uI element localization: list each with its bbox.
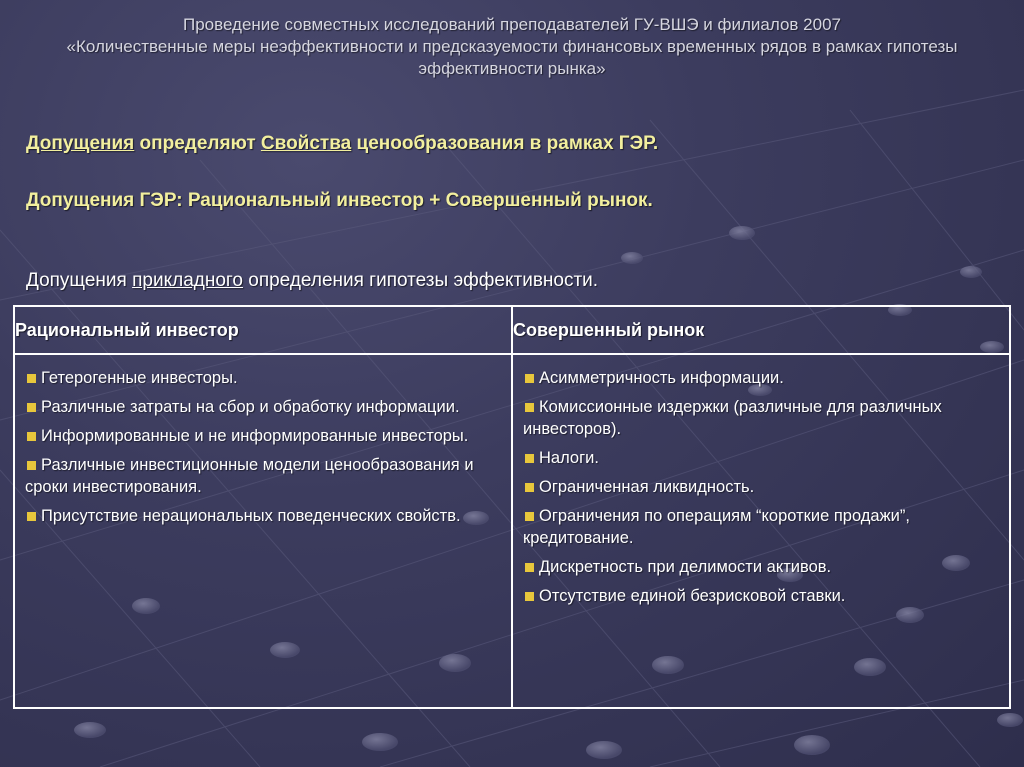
bullet-square-icon bbox=[525, 592, 534, 601]
bullet-square-icon bbox=[525, 454, 534, 463]
column-header-rational-investor: Рациональный инвестор bbox=[14, 306, 512, 354]
rational-investor-list bbox=[15, 355, 511, 527]
bullet-square-icon bbox=[525, 512, 534, 521]
header-line-1: Проведение совместных исследований преподавателей ГУ-ВШЭ и филиалов 2007 bbox=[182, 15, 841, 34]
perfect-market-cell bbox=[512, 354, 1010, 708]
bullet-square-icon bbox=[27, 432, 36, 441]
list-item bbox=[523, 556, 999, 578]
bullet-square-icon bbox=[525, 374, 534, 383]
bullet-square-icon bbox=[27, 374, 36, 383]
bullet-square-icon bbox=[27, 461, 36, 470]
properties-word: Свойства bbox=[260, 133, 352, 154]
list-item-text: Ограниченная ликвидность. bbox=[539, 478, 755, 496]
list-item bbox=[25, 454, 501, 498]
list-item bbox=[523, 505, 999, 549]
list-item bbox=[523, 396, 999, 440]
list-item-text: Асимметричность информации. bbox=[539, 369, 784, 387]
list-item bbox=[25, 396, 501, 418]
bullet-square-icon bbox=[525, 483, 534, 492]
list-item-text: Гетерогенные инвесторы. bbox=[41, 369, 238, 387]
assumption-word: Допущения bbox=[26, 133, 135, 154]
list-item-text: Дискретность при делимости активов. bbox=[539, 558, 832, 576]
list-item-text: Различные инвестиционные модели ценообразования и сроки инвестирования. bbox=[25, 456, 474, 496]
list-item bbox=[523, 367, 999, 389]
list-item-text: Ограничения по операциям “короткие продажи”, кредитование. bbox=[523, 507, 910, 547]
list-item bbox=[523, 447, 999, 469]
perfect-market-list bbox=[513, 355, 1009, 607]
bullet-square-icon bbox=[525, 563, 534, 572]
table-header-row bbox=[14, 306, 1010, 354]
list-item-text: Налоги. bbox=[539, 449, 599, 467]
table-body-row bbox=[14, 354, 1010, 708]
bullet-square-icon bbox=[525, 403, 534, 412]
assumption-line-3 bbox=[26, 270, 598, 292]
assumption-line-2: Допущения ГЭР: Рациональный инвестор + Совершенный рынок. bbox=[26, 190, 653, 211]
bullet-square-icon bbox=[27, 403, 36, 412]
header-line-2: «Количественные меры неэффективности и предсказуемости финансовых временных рядов в рамках гипотезы эффективности рынка» bbox=[66, 37, 958, 78]
applied-word: прикладного bbox=[132, 270, 243, 291]
slide-header bbox=[40, 14, 984, 80]
list-item-text: Комиссионные издержки (различные для различных инвесторов). bbox=[523, 398, 942, 438]
list-item bbox=[523, 585, 999, 607]
list-item bbox=[25, 505, 501, 527]
list-item-text: Присутствие нерациональных поведенческих свойств. bbox=[41, 507, 461, 525]
assumption-verb: определяют bbox=[134, 133, 261, 154]
column-header-perfect-market: Совершенный рынок bbox=[512, 306, 1010, 354]
bullet-square-icon bbox=[27, 512, 36, 521]
list-item-text: Отсутствие единой безрисковой ставки. bbox=[539, 587, 846, 605]
assumptions-table bbox=[13, 305, 1011, 709]
applied-prefix: Допущения bbox=[26, 270, 133, 291]
applied-rest: определения гипотезы эффективности. bbox=[242, 270, 599, 291]
rational-investor-cell bbox=[14, 354, 512, 708]
assumption-rest: ценообразования в рамках ГЭР. bbox=[351, 133, 659, 154]
list-item bbox=[523, 476, 999, 498]
list-item bbox=[25, 367, 501, 389]
list-item-text: Различные затраты на сбор и обработку информации. bbox=[41, 398, 460, 416]
assumption-line-1 bbox=[26, 133, 658, 155]
list-item-text: Информированные и не информированные инвесторы. bbox=[41, 427, 469, 445]
list-item bbox=[25, 425, 501, 447]
